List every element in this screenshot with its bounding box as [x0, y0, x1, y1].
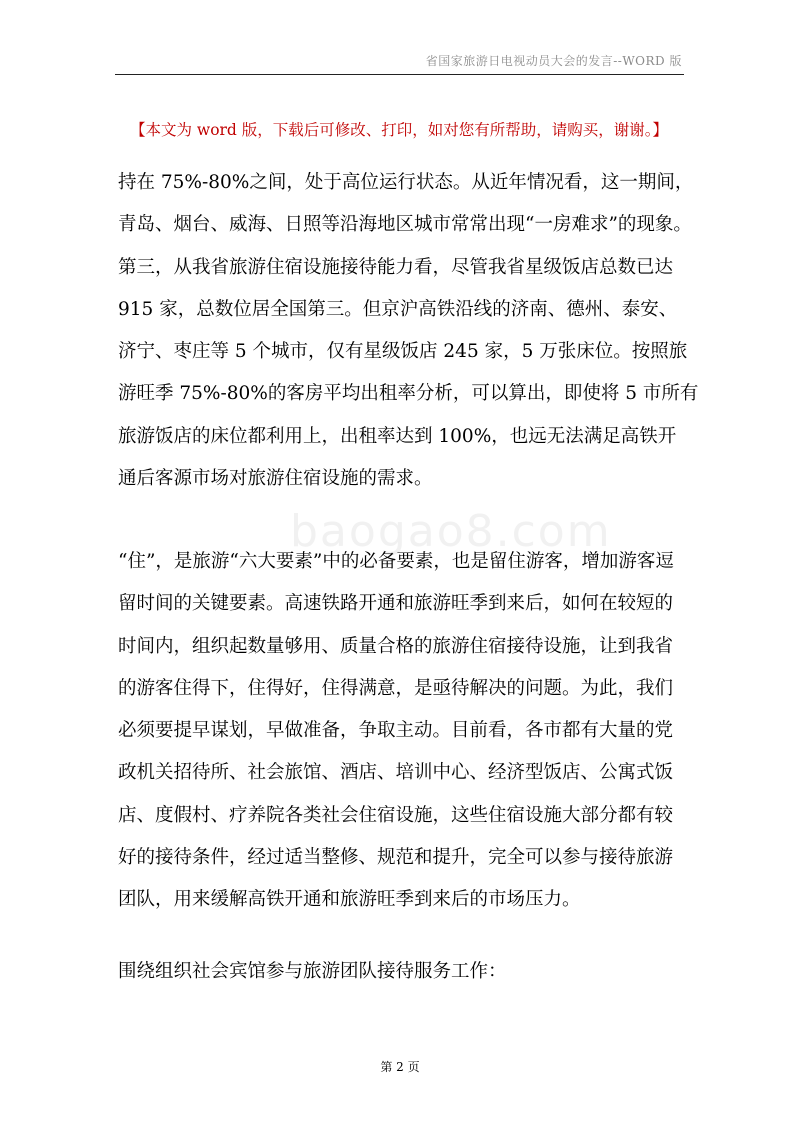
paragraph-line: 店、度假村、疗养院各类社会住宿设施，这些住宿设施大部分都有较	[118, 804, 674, 826]
paragraph-line: 围绕组织社会宾馆参与旅游团队接待服务工作：	[118, 961, 507, 982]
paragraph-line: 的游客住得下，住得好，住得满意，是亟待解决的问题。为此，我们	[118, 677, 674, 699]
paragraph-line: 留时间的关键要素。高速铁路开通和旅游旺季到来后，如何在较短的	[118, 593, 674, 615]
paragraph-line: 旅游饭店的床位都利用上，出租率达到 100%，也远无法满足高铁开	[118, 425, 677, 447]
paragraph-line: 团队，用来缓解高铁开通和旅游旺季到来后的市场压力。	[118, 889, 581, 911]
paragraph-line: 915 家，总数位居全国第三。但京沪高铁沿线的济南、德州、泰安、	[118, 298, 678, 320]
purchase-notice: 【本文为 word 版，下载后可修改、打印，如对您有所帮助，请购买，谢谢。】	[130, 121, 669, 139]
paragraph-line: 通后客源市场对旅游住宿设施的需求。	[118, 468, 433, 490]
paragraph-2	[118, 541, 690, 922]
paragraph-line: 游旺季 75%-80%的客房平均出租率分析，可以算出，即使将 5 市所有	[118, 383, 699, 405]
paragraph-line: 好的接待条件，经过适当整修、规范和提升，完全可以参与接待旅游	[118, 847, 674, 869]
paragraph-line: 政机关招待所、社会旅馆、酒店、培训中心、经济型饭店、公寓式饭	[118, 762, 674, 784]
paragraph-line: 持在 75%-80%之间，处于高位运行状态。从近年情况看，这一期间，	[118, 172, 694, 193]
header-rule	[115, 74, 684, 75]
watermark: baogao8.com	[290, 506, 612, 557]
paragraph-line: 青岛、烟台、威海、日照等沿海地区城市常常出现“一房难求”的现象。	[118, 214, 692, 236]
running-header: 省国家旅游日电视动员大会的发言--WORD 版	[425, 54, 682, 68]
paragraph-line: 济宁、枣庄等 5 个城市，仅有星级饭店 245 家，5 万张床位。按照旅	[118, 341, 688, 363]
paragraph-3	[118, 951, 690, 993]
paragraph-line: 必须要提早谋划，早做准备，争取主动。目前看，各市都有大量的党	[118, 720, 674, 742]
paragraph-line: 第三，从我省旅游住宿设施接待能力看，尽管我省星级饭店总数已达	[118, 256, 674, 278]
page-number: 第 2 页	[380, 1060, 420, 1074]
paragraph-line: 时间内，组织起数量够用、质量合格的旅游住宿接待设施，让到我省	[118, 635, 674, 657]
paragraph-line: “住”，是旅游“六大要素”中的必备要素，也是留住游客，增加游客逗	[118, 551, 674, 572]
paragraph-1	[118, 162, 699, 500]
